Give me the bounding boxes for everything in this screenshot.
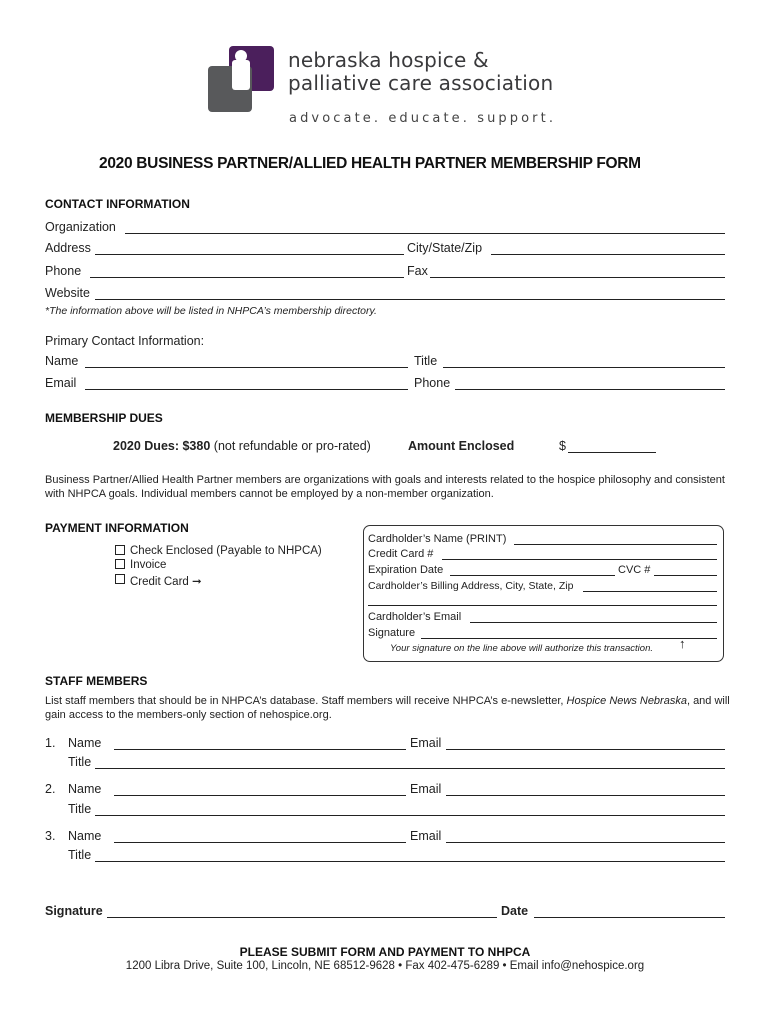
cardholder-email-label: Cardholder’s Email	[368, 611, 462, 623]
org-tagline: advocate. educate. support.	[289, 111, 557, 126]
org-name-line1: nebraska hospice &	[288, 48, 489, 72]
org-name-line2: palliative care association	[288, 71, 554, 95]
cardholder-name-label: Cardholder’s Name (PRINT)	[368, 533, 507, 545]
staff-name-label: Name	[68, 782, 102, 796]
cvc-field[interactable]	[654, 575, 717, 576]
dues-note: (not refundable or pro-rated)	[213, 439, 371, 453]
staff-description-text: List staff members that should be in NHPCA’s database. Staff members will receive NHPCA’s e-newsletter,	[45, 695, 567, 707]
cardholder-name-field[interactable]	[514, 544, 717, 545]
staff-title-label: Title	[68, 755, 92, 769]
fax-label: Fax	[407, 264, 428, 278]
cvc-label: CVC #	[618, 564, 651, 576]
signature-field[interactable]	[107, 917, 497, 918]
primary-name-field[interactable]	[85, 367, 408, 368]
card-number-label: Credit Card #	[368, 548, 434, 560]
currency-symbol: $	[559, 439, 566, 453]
submit-instruction: PLEASE SUBMIT FORM AND PAYMENT TO NHPCA	[239, 945, 531, 959]
signature-authorization-note: Your signature on the line above will authorize this transaction.	[390, 643, 653, 654]
check-enclosed-checkbox[interactable]	[115, 545, 125, 555]
org-logo	[208, 46, 274, 112]
primary-phone-label: Phone	[414, 376, 451, 390]
staff-1-name-field[interactable]	[114, 749, 406, 750]
date-field[interactable]	[534, 917, 725, 918]
staff-3-name-field[interactable]	[114, 842, 406, 843]
staff-row-number: 3.	[45, 829, 56, 843]
staff-email-label: Email	[410, 736, 442, 750]
contact-heading: CONTACT INFORMATION	[45, 197, 190, 211]
phone-field[interactable]	[90, 277, 404, 278]
amount-enclosed-label: Amount Enclosed	[408, 439, 515, 453]
primary-email-field[interactable]	[85, 389, 408, 390]
primary-phone-field[interactable]	[455, 389, 725, 390]
city-state-zip-field[interactable]	[491, 254, 725, 255]
card-number-field[interactable]	[442, 559, 717, 560]
primary-title-label: Title	[414, 354, 438, 368]
date-label: Date	[501, 904, 529, 918]
website-field[interactable]	[95, 299, 725, 300]
invoice-checkbox[interactable]	[115, 559, 125, 569]
staff-email-label: Email	[410, 782, 442, 796]
expiration-field[interactable]	[450, 575, 615, 576]
primary-contact-heading: Primary Contact Information:	[45, 334, 205, 348]
organization-field[interactable]	[125, 233, 725, 234]
credit-card-checkbox[interactable]	[115, 574, 125, 584]
primary-name-label: Name	[45, 354, 79, 368]
logo-slot	[232, 60, 250, 90]
staff-description	[45, 694, 735, 722]
credit-card-box	[363, 525, 724, 662]
staff-3-email-field[interactable]	[446, 842, 725, 843]
dues-heading: MEMBERSHIP DUES	[45, 411, 163, 425]
invoice-label: Invoice	[130, 559, 167, 571]
dues-description: Business Partner/Allied Health Partner members are organizations with goals and interests related to the hospice philosophy and consistent with NHPCA goals. Individual members cannot be employed by a non-member organization.	[45, 474, 725, 500]
city-state-zip-label: City/State/Zip	[407, 241, 483, 255]
staff-description-tail: , and will gain access to the members-only section of nehospice.org.	[45, 695, 730, 721]
amount-enclosed-field[interactable]	[568, 452, 656, 453]
form-title: 2020 BUSINESS PARTNER/ALLIED HEALTH PARTNER MEMBERSHIP FORM	[99, 155, 641, 172]
staff-1-email-field[interactable]	[446, 749, 725, 750]
staff-name-label: Name	[68, 736, 102, 750]
dues-amount	[113, 439, 371, 453]
credit-card-label: Credit Card ➞	[130, 576, 202, 588]
staff-title-label: Title	[68, 848, 92, 862]
staff-heading: STAFF MEMBERS	[45, 674, 148, 688]
directory-note: *The information above will be listed in NHPCA’s membership directory.	[45, 305, 377, 317]
billing-address-field-2[interactable]	[368, 605, 717, 606]
organization-label: Organization	[45, 220, 116, 234]
primary-email-label: Email	[45, 376, 77, 390]
signature-label: Signature	[45, 904, 103, 918]
dues-bold: 2020 Dues: $380	[113, 439, 211, 453]
billing-address-label: Cardholder’s Billing Address, City, State, Zip	[368, 580, 574, 592]
staff-2-name-field[interactable]	[114, 795, 406, 796]
check-enclosed-label: Check Enclosed (Payable to NHPCA)	[130, 545, 322, 557]
fax-field[interactable]	[430, 277, 725, 278]
staff-3-title-field[interactable]	[95, 861, 725, 862]
staff-email-label: Email	[410, 829, 442, 843]
expiration-label: Expiration Date	[368, 564, 444, 576]
cardholder-email-field[interactable]	[470, 622, 717, 623]
staff-1-title-field[interactable]	[95, 768, 725, 769]
billing-address-field[interactable]	[583, 591, 717, 592]
logo-dot	[235, 50, 247, 62]
footer-address: 1200 Libra Drive, Suite 100, Lincoln, NE 68512-9628 • Fax 402-475-6289 • Email info@nehospice.org	[125, 960, 645, 972]
cardholder-signature-label: Signature	[368, 627, 416, 639]
staff-2-title-field[interactable]	[95, 815, 725, 816]
staff-row-number: 1.	[45, 736, 56, 750]
address-field[interactable]	[95, 254, 404, 255]
staff-name-label: Name	[68, 829, 102, 843]
primary-title-field[interactable]	[443, 367, 725, 368]
staff-2-email-field[interactable]	[446, 795, 725, 796]
website-label: Website	[45, 286, 90, 300]
address-label: Address	[45, 241, 91, 255]
payment-heading: PAYMENT INFORMATION	[45, 521, 189, 535]
cardholder-signature-field[interactable]	[421, 638, 717, 639]
newsletter-name: Hospice News Nebraska	[566, 695, 687, 707]
phone-label: Phone	[45, 264, 82, 278]
staff-title-label: Title	[68, 802, 92, 816]
up-arrow-icon: ↑	[679, 636, 686, 651]
staff-row-number: 2.	[45, 782, 56, 796]
